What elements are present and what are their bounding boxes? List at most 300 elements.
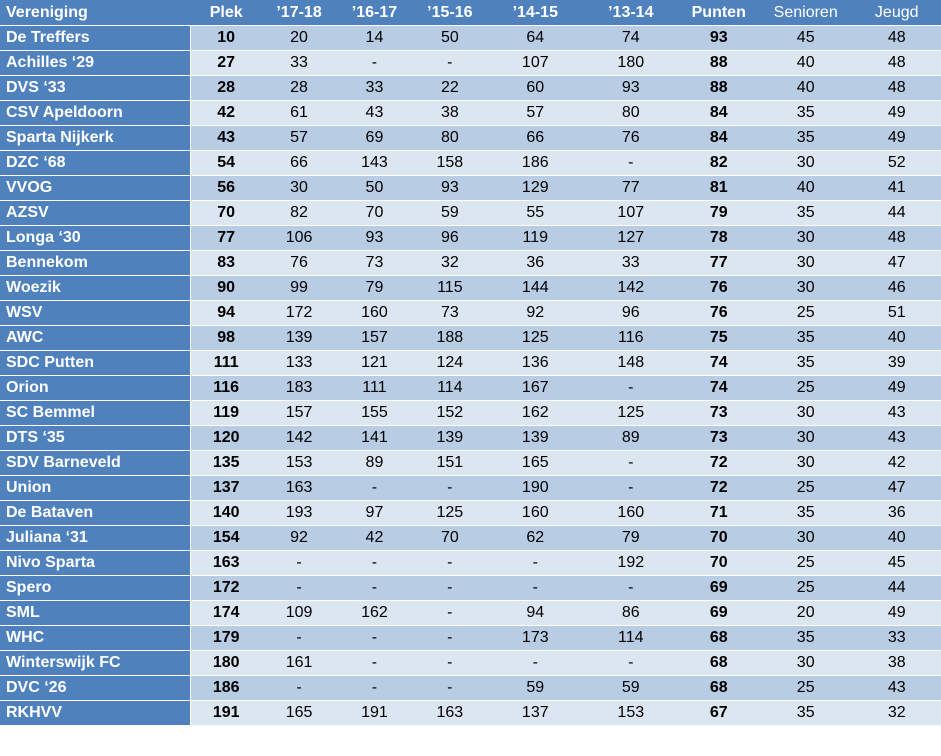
cell-plek: 77 [191, 226, 261, 251]
cell-senioren: 40 [759, 51, 852, 76]
cell-y14-15: 60 [488, 76, 584, 101]
cell-y14-15: 173 [488, 626, 584, 651]
cell-senioren: 25 [759, 376, 852, 401]
cell-name: Bennekom [0, 251, 191, 276]
cell-y13-14: - [583, 476, 679, 501]
cell-y13-14: 107 [583, 201, 679, 226]
cell-y16-17: 111 [337, 376, 412, 401]
cell-name: AZSV [0, 201, 191, 226]
cell-y16-17: 70 [337, 201, 412, 226]
cell-punten: 73 [679, 426, 759, 451]
cell-y14-15: 62 [488, 526, 584, 551]
cell-punten: 70 [679, 526, 759, 551]
cell-y14-15: 186 [488, 151, 584, 176]
cell-plek: 120 [191, 426, 261, 451]
cell-punten: 68 [679, 676, 759, 701]
table-row [0, 351, 941, 376]
cell-name: Longa ‘30 [0, 226, 191, 251]
cell-name: Achilles ‘29 [0, 51, 191, 76]
header-14-15: ’14-15 [488, 0, 584, 26]
cell-punten: 79 [679, 201, 759, 226]
cell-name: DVC ‘26 [0, 676, 191, 701]
cell-y13-14: 33 [583, 251, 679, 276]
cell-senioren: 30 [759, 651, 852, 676]
cell-y16-17: 93 [337, 226, 412, 251]
header-16-17: ’16-17 [337, 0, 412, 26]
cell-y15-16: 70 [412, 526, 487, 551]
cell-punten: 81 [679, 176, 759, 201]
cell-punten: 73 [679, 401, 759, 426]
cell-senioren: 30 [759, 151, 852, 176]
cell-senioren: 25 [759, 301, 852, 326]
cell-senioren: 30 [759, 226, 852, 251]
cell-y17-18: 33 [261, 51, 336, 76]
cell-y17-18: 99 [261, 276, 336, 301]
cell-senioren: 35 [759, 201, 852, 226]
cell-name: WSV [0, 301, 191, 326]
cell-name: DTS ‘35 [0, 426, 191, 451]
cell-y14-15: 64 [488, 26, 584, 51]
cell-y17-18: 183 [261, 376, 336, 401]
cell-punten: 76 [679, 276, 759, 301]
cell-plek: 42 [191, 101, 261, 126]
cell-y14-15: 119 [488, 226, 584, 251]
cell-senioren: 30 [759, 401, 852, 426]
cell-y13-14: - [583, 451, 679, 476]
cell-y17-18: 20 [261, 26, 336, 51]
cell-y13-14: 93 [583, 76, 679, 101]
cell-y17-18: - [261, 676, 336, 701]
cell-y17-18: 139 [261, 326, 336, 351]
cell-y17-18: 109 [261, 601, 336, 626]
cell-y16-17: - [337, 651, 412, 676]
cell-y13-14: 80 [583, 101, 679, 126]
cell-name: SC Bemmel [0, 401, 191, 426]
cell-jeugd: 48 [852, 226, 941, 251]
table-row [0, 401, 941, 426]
cell-y14-15: 125 [488, 326, 584, 351]
table-row [0, 51, 941, 76]
cell-name: RKHVV [0, 701, 191, 726]
header-15-16: ’15-16 [412, 0, 487, 26]
cell-y16-17: 73 [337, 251, 412, 276]
table-row [0, 451, 941, 476]
cell-y16-17: 89 [337, 451, 412, 476]
cell-senioren: 35 [759, 326, 852, 351]
cell-y15-16: 152 [412, 401, 487, 426]
cell-y15-16: 188 [412, 326, 487, 351]
cell-punten: 72 [679, 451, 759, 476]
cell-plek: 135 [191, 451, 261, 476]
table-row [0, 651, 941, 676]
cell-plek: 54 [191, 151, 261, 176]
cell-punten: 84 [679, 126, 759, 151]
cell-senioren: 35 [759, 626, 852, 651]
cell-plek: 56 [191, 176, 261, 201]
table-header [0, 0, 941, 26]
cell-name: Nivo Sparta [0, 551, 191, 576]
cell-plek: 98 [191, 326, 261, 351]
cell-plek: 94 [191, 301, 261, 326]
cell-y16-17: 121 [337, 351, 412, 376]
cell-punten: 78 [679, 226, 759, 251]
cell-y17-18: 161 [261, 651, 336, 676]
table-row [0, 201, 941, 226]
cell-y15-16: 151 [412, 451, 487, 476]
table-row [0, 526, 941, 551]
cell-punten: 82 [679, 151, 759, 176]
cell-y16-17: 155 [337, 401, 412, 426]
cell-y16-17: - [337, 551, 412, 576]
table-body [0, 26, 941, 726]
cell-y16-17: 141 [337, 426, 412, 451]
cell-y15-16: 114 [412, 376, 487, 401]
cell-y14-15: 165 [488, 451, 584, 476]
cell-y15-16: - [412, 551, 487, 576]
header-13-14: ’13-14 [583, 0, 679, 26]
cell-y15-16: 124 [412, 351, 487, 376]
cell-y14-15: 129 [488, 176, 584, 201]
cell-y17-18: 142 [261, 426, 336, 451]
cell-senioren: 25 [759, 676, 852, 701]
table-row [0, 276, 941, 301]
cell-y14-15: 94 [488, 601, 584, 626]
cell-name: De Bataven [0, 501, 191, 526]
cell-y16-17: 79 [337, 276, 412, 301]
cell-y17-18: - [261, 626, 336, 651]
cell-y15-16: 96 [412, 226, 487, 251]
cell-y16-17: 42 [337, 526, 412, 551]
cell-y13-14: 192 [583, 551, 679, 576]
cell-y17-18: 157 [261, 401, 336, 426]
cell-y17-18: 57 [261, 126, 336, 151]
cell-y16-17: 157 [337, 326, 412, 351]
header-punten: Punten [679, 0, 759, 26]
cell-plek: 140 [191, 501, 261, 526]
cell-y15-16: - [412, 601, 487, 626]
cell-jeugd: 46 [852, 276, 941, 301]
cell-plek: 154 [191, 526, 261, 551]
cell-y16-17: - [337, 476, 412, 501]
cell-plek: 119 [191, 401, 261, 426]
cell-plek: 116 [191, 376, 261, 401]
cell-y15-16: 73 [412, 301, 487, 326]
cell-y15-16: 139 [412, 426, 487, 451]
cell-y13-14: 77 [583, 176, 679, 201]
cell-y14-15: 36 [488, 251, 584, 276]
cell-y17-18: 193 [261, 501, 336, 526]
cell-jeugd: 48 [852, 51, 941, 76]
cell-plek: 163 [191, 551, 261, 576]
cell-y17-18: 82 [261, 201, 336, 226]
cell-punten: 84 [679, 101, 759, 126]
cell-jeugd: 43 [852, 401, 941, 426]
cell-y14-15: 160 [488, 501, 584, 526]
cell-y15-16: - [412, 476, 487, 501]
cell-name: DZC ‘68 [0, 151, 191, 176]
cell-y14-15: 137 [488, 701, 584, 726]
cell-name: SDV Barneveld [0, 451, 191, 476]
cell-y13-14: 74 [583, 26, 679, 51]
header-senioren: Senioren [759, 0, 852, 26]
cell-senioren: 30 [759, 426, 852, 451]
cell-plek: 90 [191, 276, 261, 301]
cell-y13-14: 160 [583, 501, 679, 526]
cell-jeugd: 39 [852, 351, 941, 376]
cell-y13-14: 89 [583, 426, 679, 451]
cell-jeugd: 52 [852, 151, 941, 176]
cell-y15-16: 59 [412, 201, 487, 226]
cell-plek: 111 [191, 351, 261, 376]
cell-y17-18: 61 [261, 101, 336, 126]
cell-senioren: 30 [759, 251, 852, 276]
cell-y15-16: 158 [412, 151, 487, 176]
cell-y16-17: 191 [337, 701, 412, 726]
cell-y16-17: 43 [337, 101, 412, 126]
table-row [0, 26, 941, 51]
cell-y15-16: - [412, 51, 487, 76]
cell-senioren: 30 [759, 526, 852, 551]
cell-name: VVOG [0, 176, 191, 201]
cell-jeugd: 45 [852, 551, 941, 576]
cell-jeugd: 47 [852, 476, 941, 501]
cell-punten: 74 [679, 376, 759, 401]
cell-name: WHC [0, 626, 191, 651]
header-jeugd: Jeugd [852, 0, 941, 26]
cell-senioren: 25 [759, 476, 852, 501]
cell-y14-15: 139 [488, 426, 584, 451]
cell-punten: 76 [679, 301, 759, 326]
cell-plek: 174 [191, 601, 261, 626]
cell-jeugd: 48 [852, 26, 941, 51]
cell-y17-18: 28 [261, 76, 336, 101]
cell-y16-17: 160 [337, 301, 412, 326]
cell-name: SML [0, 601, 191, 626]
cell-y16-17: 143 [337, 151, 412, 176]
table-row [0, 476, 941, 501]
cell-punten: 77 [679, 251, 759, 276]
cell-y14-15: 59 [488, 676, 584, 701]
cell-name: Union [0, 476, 191, 501]
cell-y16-17: 14 [337, 26, 412, 51]
cell-senioren: 35 [759, 701, 852, 726]
cell-jeugd: 49 [852, 601, 941, 626]
table-row [0, 376, 941, 401]
cell-y14-15: - [488, 551, 584, 576]
cell-y17-18: 92 [261, 526, 336, 551]
table-row [0, 676, 941, 701]
cell-plek: 43 [191, 126, 261, 151]
cell-y17-18: - [261, 576, 336, 601]
cell-y16-17: 69 [337, 126, 412, 151]
cell-senioren: 20 [759, 601, 852, 626]
cell-y17-18: 172 [261, 301, 336, 326]
cell-senioren: 25 [759, 576, 852, 601]
cell-y15-16: 22 [412, 76, 487, 101]
cell-jeugd: 43 [852, 676, 941, 701]
cell-y14-15: 55 [488, 201, 584, 226]
cell-name: Winterswijk FC [0, 651, 191, 676]
cell-y16-17: 50 [337, 176, 412, 201]
cell-jeugd: 33 [852, 626, 941, 651]
cell-y16-17: 162 [337, 601, 412, 626]
cell-y15-16: - [412, 626, 487, 651]
cell-y13-14: 125 [583, 401, 679, 426]
cell-plek: 137 [191, 476, 261, 501]
table-row [0, 176, 941, 201]
cell-y17-18: 76 [261, 251, 336, 276]
cell-punten: 75 [679, 326, 759, 351]
cell-y16-17: 33 [337, 76, 412, 101]
cell-y14-15: 167 [488, 376, 584, 401]
cell-plek: 172 [191, 576, 261, 601]
cell-y16-17: - [337, 626, 412, 651]
cell-jeugd: 40 [852, 526, 941, 551]
cell-y16-17: - [337, 576, 412, 601]
cell-y14-15: 66 [488, 126, 584, 151]
cell-y15-16: - [412, 676, 487, 701]
cell-y15-16: 125 [412, 501, 487, 526]
cell-plek: 28 [191, 76, 261, 101]
cell-y17-18: 30 [261, 176, 336, 201]
cell-y13-14: 86 [583, 601, 679, 626]
cell-y13-14: 76 [583, 126, 679, 151]
cell-y13-14: 96 [583, 301, 679, 326]
cell-y14-15: 162 [488, 401, 584, 426]
cell-name: De Treffers [0, 26, 191, 51]
cell-y15-16: - [412, 651, 487, 676]
cell-y13-14: 180 [583, 51, 679, 76]
cell-plek: 27 [191, 51, 261, 76]
cell-senioren: 45 [759, 26, 852, 51]
cell-y13-14: 142 [583, 276, 679, 301]
cell-y13-14: - [583, 151, 679, 176]
cell-jeugd: 51 [852, 301, 941, 326]
table-row [0, 426, 941, 451]
cell-punten: 72 [679, 476, 759, 501]
header-row [0, 0, 941, 26]
cell-plek: 10 [191, 26, 261, 51]
cell-jeugd: 44 [852, 576, 941, 601]
table-row [0, 76, 941, 101]
cell-y15-16: 38 [412, 101, 487, 126]
cell-punten: 71 [679, 501, 759, 526]
cell-senioren: 40 [759, 76, 852, 101]
cell-senioren: 30 [759, 451, 852, 476]
cell-y13-14: 59 [583, 676, 679, 701]
cell-name: DVS ‘33 [0, 76, 191, 101]
cell-jeugd: 49 [852, 101, 941, 126]
cell-plek: 179 [191, 626, 261, 651]
cell-y14-15: - [488, 576, 584, 601]
cell-y14-15: 136 [488, 351, 584, 376]
table-row [0, 576, 941, 601]
cell-punten: 88 [679, 51, 759, 76]
cell-punten: 67 [679, 701, 759, 726]
cell-y15-16: 93 [412, 176, 487, 201]
table-row [0, 126, 941, 151]
cell-plek: 83 [191, 251, 261, 276]
cell-plek: 191 [191, 701, 261, 726]
table-row [0, 226, 941, 251]
cell-y16-17: 97 [337, 501, 412, 526]
cell-jeugd: 41 [852, 176, 941, 201]
cell-jeugd: 49 [852, 126, 941, 151]
cell-y13-14: 114 [583, 626, 679, 651]
cell-name: Woezik [0, 276, 191, 301]
cell-y17-18: - [261, 551, 336, 576]
cell-name: Spero [0, 576, 191, 601]
cell-y14-15: 107 [488, 51, 584, 76]
cell-punten: 69 [679, 601, 759, 626]
cell-y15-16: - [412, 576, 487, 601]
cell-y15-16: 32 [412, 251, 487, 276]
cell-senioren: 35 [759, 351, 852, 376]
cell-y13-14: - [583, 376, 679, 401]
cell-jeugd: 38 [852, 651, 941, 676]
cell-jeugd: 47 [852, 251, 941, 276]
table-row [0, 601, 941, 626]
cell-name: SDC Putten [0, 351, 191, 376]
cell-jeugd: 42 [852, 451, 941, 476]
cell-y17-18: 153 [261, 451, 336, 476]
cell-plek: 180 [191, 651, 261, 676]
cell-y13-14: - [583, 576, 679, 601]
cell-y16-17: - [337, 51, 412, 76]
cell-name: CSV Apeldoorn [0, 101, 191, 126]
cell-y16-17: - [337, 676, 412, 701]
cell-y17-18: 133 [261, 351, 336, 376]
cell-y13-14: 148 [583, 351, 679, 376]
cell-y15-16: 50 [412, 26, 487, 51]
cell-y14-15: 190 [488, 476, 584, 501]
cell-jeugd: 32 [852, 701, 941, 726]
cell-jeugd: 40 [852, 326, 941, 351]
cell-name: Juliana ‘31 [0, 526, 191, 551]
table-row [0, 626, 941, 651]
cell-punten: 74 [679, 351, 759, 376]
cell-jeugd: 48 [852, 76, 941, 101]
cell-y15-16: 80 [412, 126, 487, 151]
cell-y17-18: 106 [261, 226, 336, 251]
cell-senioren: 35 [759, 101, 852, 126]
cell-name: AWC [0, 326, 191, 351]
cell-plek: 186 [191, 676, 261, 701]
cell-y15-16: 115 [412, 276, 487, 301]
table-row [0, 251, 941, 276]
cell-y13-14: 116 [583, 326, 679, 351]
header-plek: Plek [191, 0, 261, 26]
cell-y17-18: 66 [261, 151, 336, 176]
cell-name: Orion [0, 376, 191, 401]
table-row [0, 101, 941, 126]
cell-jeugd: 43 [852, 426, 941, 451]
cell-senioren: 40 [759, 176, 852, 201]
cell-jeugd: 36 [852, 501, 941, 526]
cell-punten: 70 [679, 551, 759, 576]
cell-y17-18: 163 [261, 476, 336, 501]
table-row [0, 151, 941, 176]
cell-y13-14: - [583, 651, 679, 676]
cell-y15-16: 163 [412, 701, 487, 726]
cell-jeugd: 44 [852, 201, 941, 226]
cell-name: Sparta Nijkerk [0, 126, 191, 151]
cell-senioren: 35 [759, 126, 852, 151]
table-row [0, 551, 941, 576]
cell-y14-15: 92 [488, 301, 584, 326]
table-row [0, 326, 941, 351]
cell-punten: 69 [679, 576, 759, 601]
